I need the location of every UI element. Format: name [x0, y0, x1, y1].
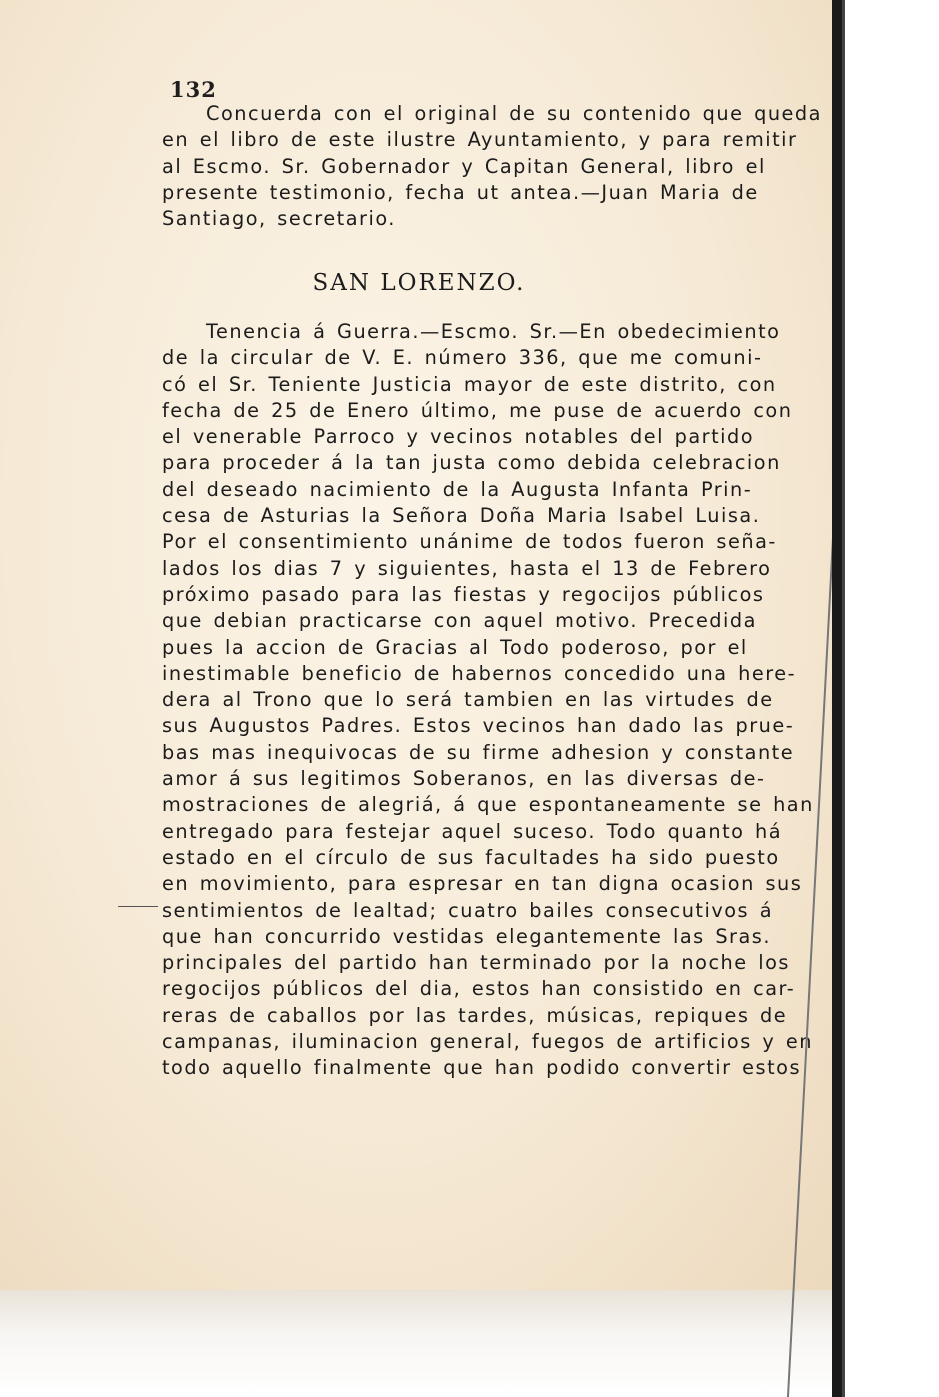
- text-line: fecha de 25 de Enero último, me puse de acuerdo con: [162, 398, 793, 422]
- text-line: principales del partido han terminado por la noche los: [162, 951, 790, 975]
- text-line: có el Sr. Teniente Justicia mayor de este distrito, con: [162, 372, 777, 396]
- text-line: Tenencia á Guerra.—Escmo. Sr.—En obedecimiento: [206, 320, 781, 343]
- text-line: el venerable Parroco y vecinos notables del partido: [162, 425, 755, 449]
- text-line: pues la accion de Gracias al Todo poderoso, por el: [162, 635, 748, 659]
- text-line: todo aquello finalmente que han podido convertir estos: [162, 1056, 801, 1080]
- text-line: reras de caballos por las tardes, músicas, repiques de: [162, 1003, 788, 1027]
- text-line: mostraciones de alegriá, á que espontaneamente se han: [162, 793, 814, 817]
- text-line: para proceder á la tan justa como debida celebracion: [162, 451, 781, 475]
- paragraph-2: [162, 319, 838, 1082]
- page-number: 132: [170, 77, 217, 102]
- text-line: Santiago, secretario.: [162, 207, 396, 231]
- text-line: estado en el círculo de sus facultades ha sido puesto: [162, 845, 780, 869]
- text-line: de la circular de V. E. número 336, que me comuni-: [162, 346, 763, 370]
- text-line: sus Augustos Padres. Estos vecinos han dado las prue-: [162, 714, 795, 738]
- text-line: regocijos públicos del dia, estos han consistido en car-: [162, 977, 796, 1001]
- text-line: amor á sus legitimos Soberanos, en las diversas de-: [162, 767, 766, 791]
- text-line: sentimientos de lealtad; cuatro bailes consecutivos á: [162, 898, 774, 922]
- text-line: del deseado nacimiento de la Augusta Infanta Prin-: [162, 477, 753, 501]
- text-line: dera al Trono que lo será tambien en las virtudes de: [162, 688, 774, 712]
- text-line: bas mas inequivocas de su firme adhesion y constante: [162, 740, 795, 764]
- text-line: al Escmo. Sr. Gobernador y Capitan General, libro el: [162, 154, 766, 178]
- text-line: Concuerda con el original de su contenido que queda: [206, 102, 822, 125]
- text-line: que debian practicarse con aquel motivo. Precedida: [162, 609, 757, 633]
- page-bottom-shadow: [0, 1290, 832, 1397]
- text-line: próximo pasado para las fiestas y regocijos públicos: [162, 582, 765, 606]
- right-gutter: [845, 0, 939, 1397]
- text-line: presente testimonio, fecha ut antea.—Juan Maria de: [162, 180, 759, 204]
- text-line: en el libro de este ilustre Ayuntamiento, y para remitir: [162, 128, 798, 152]
- text-line: inestimable beneficio de habernos concedido una here-: [162, 661, 797, 685]
- margin-mark: [118, 906, 158, 907]
- text-line: lados los dias 7 y siguientes, hasta el 13 de Febrero: [162, 556, 772, 580]
- section-heading: SAN LORENZO.: [312, 270, 526, 296]
- text-line: en movimiento, para espresar en tan digna ocasion sus: [162, 872, 803, 896]
- text-line: Por el consentimiento unánime de todos fueron seña-: [162, 530, 777, 554]
- text-line: cesa de Asturias la Señora Doña Maria Isabel Luisa.: [162, 504, 761, 528]
- text-line: campanas, iluminacion general, fuegos de artificios y en: [162, 1030, 814, 1054]
- paragraph-1: [162, 101, 838, 232]
- text-line: que han concurrido vestidas elegantemente las Sras.: [162, 924, 771, 948]
- binding-edge: [832, 0, 842, 1397]
- text-line: entregado para festejar aquel suceso. Todo quanto há: [162, 819, 783, 843]
